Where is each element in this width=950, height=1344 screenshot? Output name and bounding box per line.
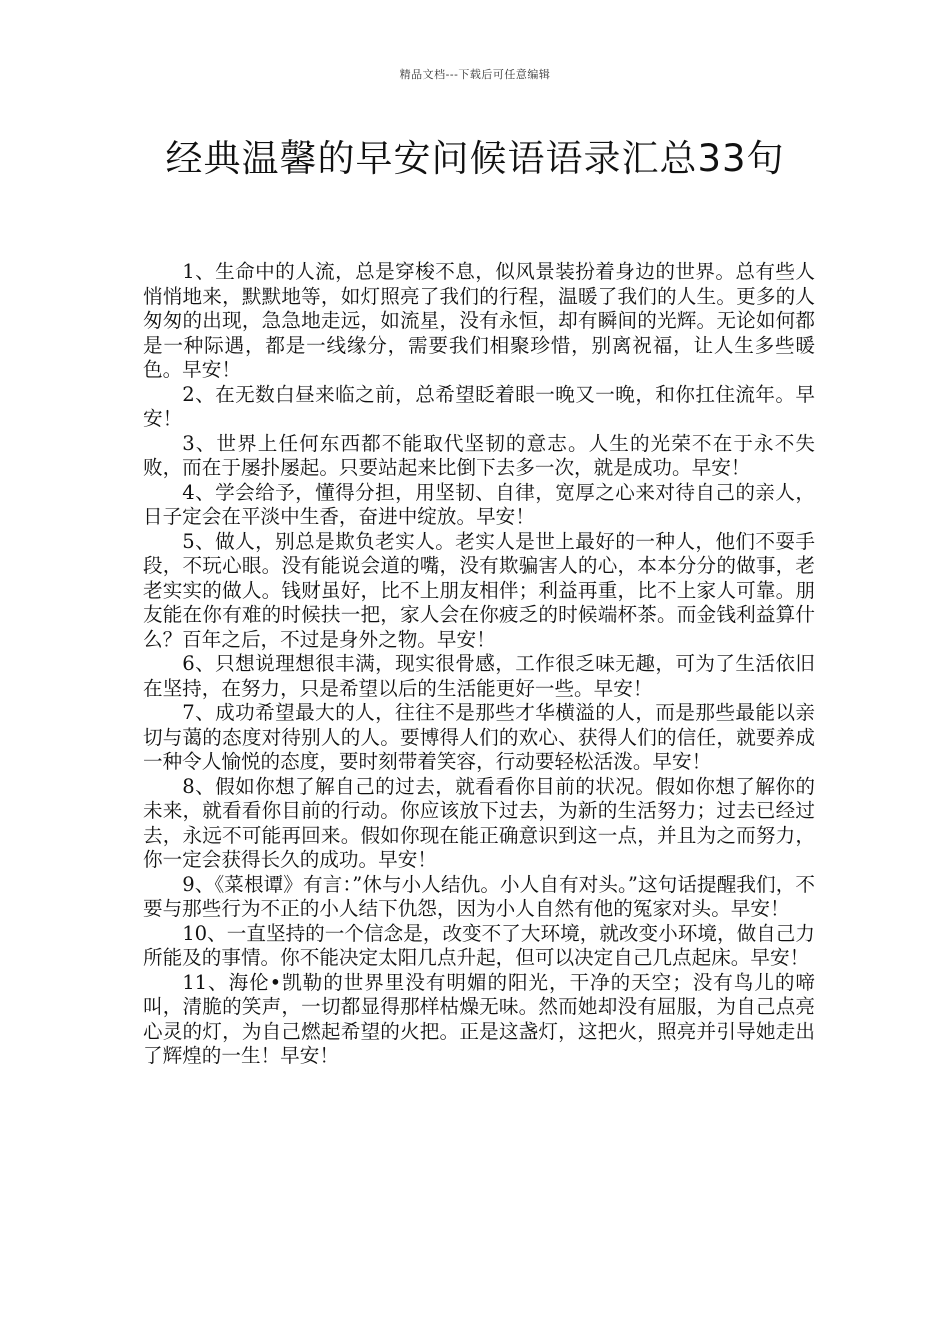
- paragraph: 7、成功希望最大的人，往往不是那些才华横溢的人，而是那些最能以亲切与蔼的态度对待别人的人。要博得人们的欢心、获得人们的信任，就要养成一种令人愉悦的态度，要时刻带着笑容，行动要轻松活泼。早安！: [143, 701, 815, 773]
- document-body: [143, 260, 815, 1069]
- paragraph: 3、世界上任何东西都不能取代坚韧的意志。人生的光荣不在于永不失败，而在于屡扑屡起。只要站起来比倒下去多一次，就是成功。早安！: [143, 431, 815, 479]
- paragraph: 5、做人，别总是欺负老实人。老实人是世上最好的一种人，他们不耍手段，不玩心眼。没有能说会道的嘴，没有欺骗害人的心，本本分分的做事，老老实实的做人。钱财虽好，比不上朋友相伴；利益再重，比不上家人可靠。朋友能在你有难的时候扶一把，家人会在你疲乏的时候端杯茶。而金钱利益算什么？百年之后，不过是身外之物。早安！: [143, 529, 815, 651]
- paragraph: 8、假如你想了解自己的过去，就看看你目前的状况。假如你想了解你的未来，就看看你目前的行动。你应该放下过去，为新的生活努力；过去已经过去，永远不可能再回来。假如你现在能正确意识到这一点，并且为之而努力，你一定会获得长久的成功。早安！: [143, 774, 815, 871]
- paragraph: 9、《菜根谭》有言：”休与小人结仇。小人自有对头。”这句话提醒我们，不要与那些行为不正的小人结下仇怨，因为小人自然有他的冤家对头。早安！: [143, 872, 815, 920]
- paragraph: 11、海伦•凯勒的世界里没有明媚的阳光，干净的天空；没有鸟儿的啼叫，清脆的笑声，一切都显得那样枯燥无味。然而她却没有屈服，为自己点亮心灵的灯，为自己燃起希望的火把。正是这盏灯，这把火，照亮并引导她走出了辉煌的一生！早安！: [143, 970, 815, 1067]
- document-title: 经典温馨的早安问候语语录汇总33句: [165, 137, 785, 180]
- paragraph: 1、生命中的人流，总是穿梭不息，似风景装扮着身边的世界。总有些人悄悄地来，默默地等，如灯照亮了我们的行程，温暖了我们的人生。更多的人匆匆的出现，急急地走远，如流星，没有永恒，却有瞬间的光辉。无论如何都是一种际遇，都是一线缘分，需要我们相聚珍惜，别离祝福，让人生多些暖色。早安！: [143, 260, 815, 381]
- paragraph: 2、在无数白昼来临之前，总希望眨着眼一晚又一晚，和你扛住流年。早安！: [143, 382, 815, 430]
- paragraph: 4、学会给予，懂得分担，用坚韧、自律，宽厚之心来对待自己的亲人，日子定会在平淡中生香，奋进中绽放。早安！: [143, 480, 815, 528]
- paragraph: 6、只想说理想很丰满，现实很骨感，工作很乏味无趣，可为了生活依旧在坚持，在努力，只是希望以后的生活能更好一些。早安！: [143, 652, 815, 700]
- header-note: 精品文档---下载后可任意编辑: [399, 68, 551, 81]
- paragraph: 10、一直坚持的一个信念是，改变不了大环境，就改变小环境，做自己力所能及的事情。你不能决定太阳几点升起，但可以决定自己几点起床。早安！: [143, 921, 815, 969]
